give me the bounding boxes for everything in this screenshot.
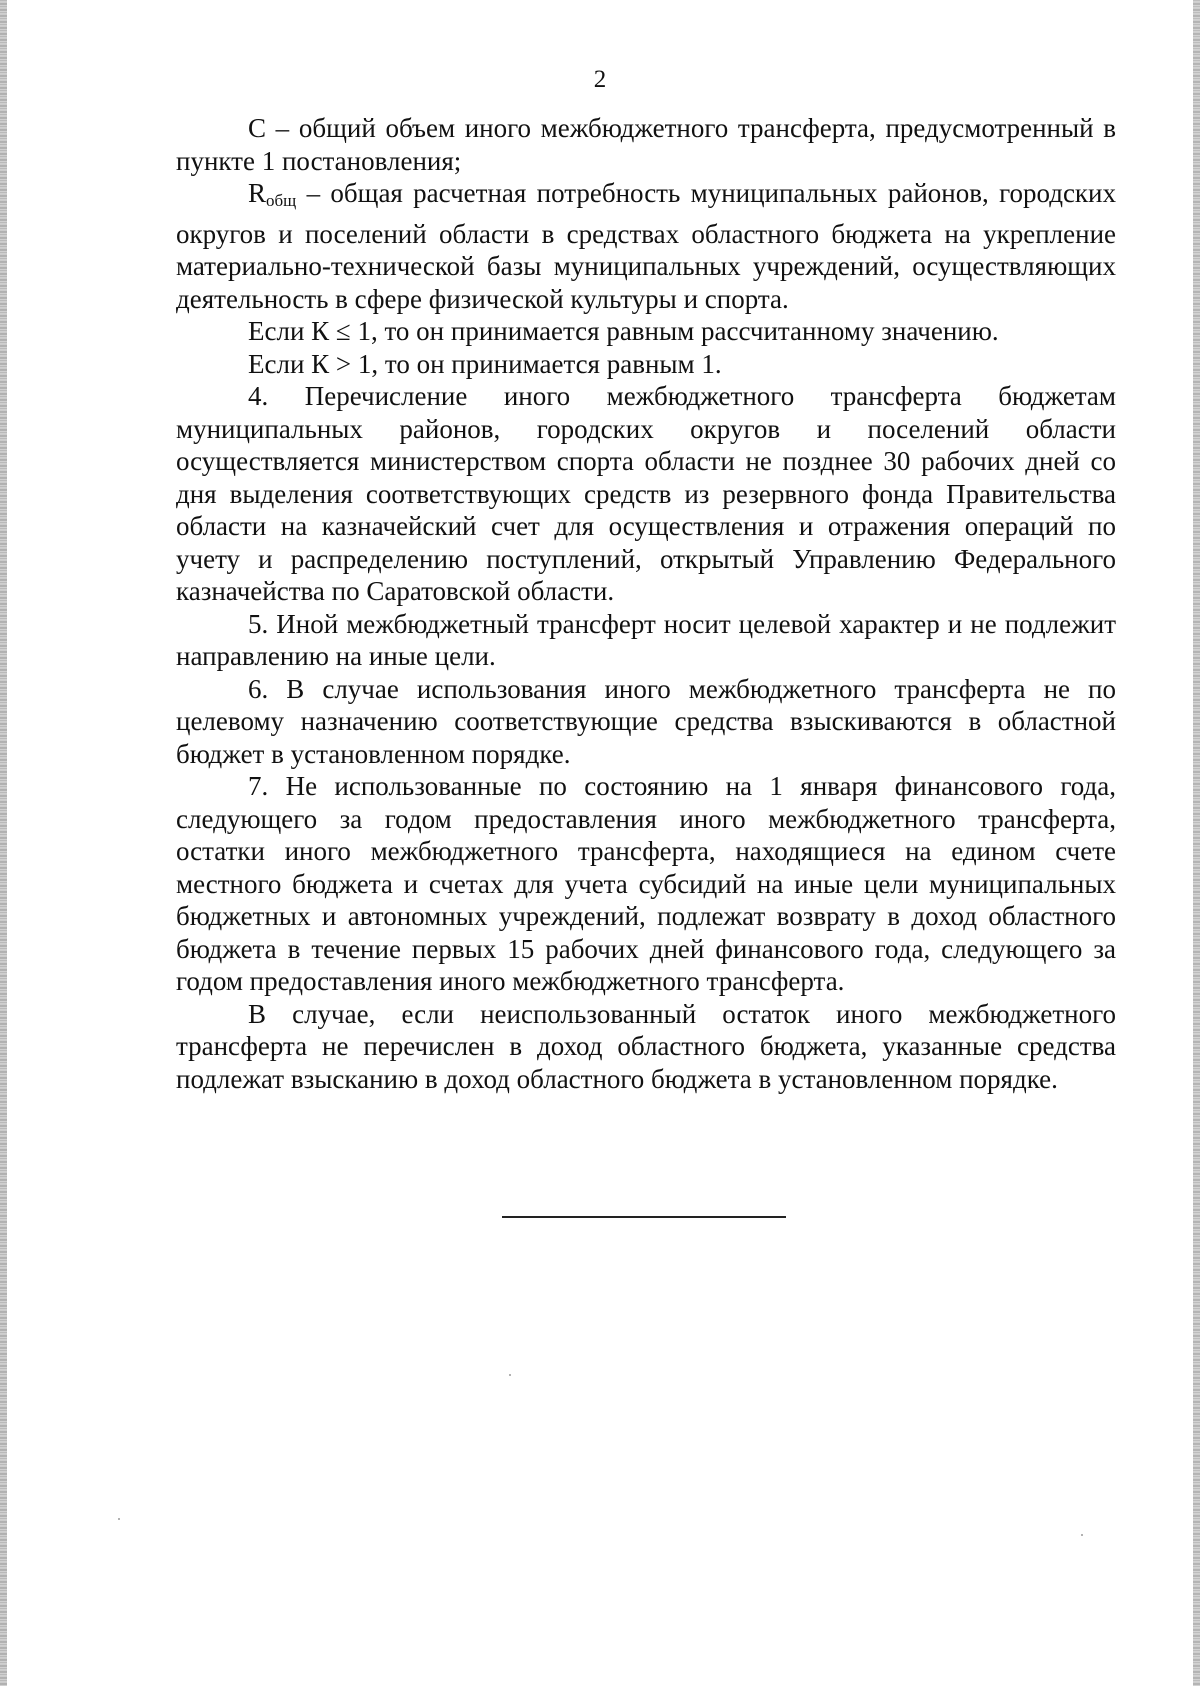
paragraph-7: 7. Не использованные по состоянию на 1 января финансового года, следующего за годом предоставления иного межбюджетного трансферта, остатки иного межбюджетного трансферта, находящиеся на едином счете местного бюджета и счетах для учета субсидий на иные цели муниципальных бюджетных и автономных учреждений, подлежат возврату в доход областного бюджета в течение первых 15 рабочих дней финансового года, следующего за годом предоставления иного межбюджетного трансферта. <box>176 771 1116 996</box>
paragraph-4: 4. Перечисление иного межбюджетного трансферта бюджетам муниципальных районов, городских округов и поселений области осуществляется министерством спорта области не позднее 30 рабочих дней со дня выделения соответствующих средств из резервного фонда Правительства области на казначейский счет для осуществления и отражения операций по учету и распределению поступлений, открытый Управлению Федерального казначейства по Саратовской области. <box>176 381 1116 606</box>
r-subscript: общ <box>266 191 297 210</box>
r-symbol: R <box>248 178 267 208</box>
r-definition-text: – общая расчетная потребность муниципальных районов, городских округов и поселений области в средствах областного бюджета на укрепление материально-технической базы муниципальных учреждений, осуществляющих деятельность в сфере физической культуры и спорта. <box>176 178 1116 314</box>
scan-edge-left <box>0 0 7 1686</box>
scan-edge-right <box>1193 0 1200 1686</box>
definition-c: С – общий объем иного межбюджетного трансферта, предусмотренный в пункте 1 постановления; <box>176 113 1116 176</box>
scan-speck <box>1081 1534 1083 1536</box>
scan-speck <box>509 1374 511 1376</box>
condition-k-le-1: Если К ≤ 1, то он принимается равным рассчитанному значению. <box>248 316 999 346</box>
definition-r <box>176 177 1116 315</box>
end-of-document-rule <box>502 1216 786 1218</box>
page-number: 2 <box>593 66 607 93</box>
paragraph-6: 6. В случае использования иного межбюджетного трансферта не по целевому назначению соответствующие средства взыскиваются в областной бюджет в установленном порядке. <box>176 673 1116 769</box>
paragraph-5: 5. Иной межбюджетный трансферт носит целевой характер и не подлежит направлению на иные цели. <box>176 608 1116 671</box>
scan-speck <box>118 1518 120 1520</box>
paragraph-final: В случае, если неиспользованный остаток иного межбюджетного трансферта не перечислен в доход областного бюджета, указанные средства подлежат взысканию в доход областного бюджета в установленном порядке. <box>176 998 1116 1094</box>
condition-k-gt-1: Если К > 1, то он принимается равным 1. <box>248 348 722 379</box>
document-body <box>176 112 1116 1095</box>
